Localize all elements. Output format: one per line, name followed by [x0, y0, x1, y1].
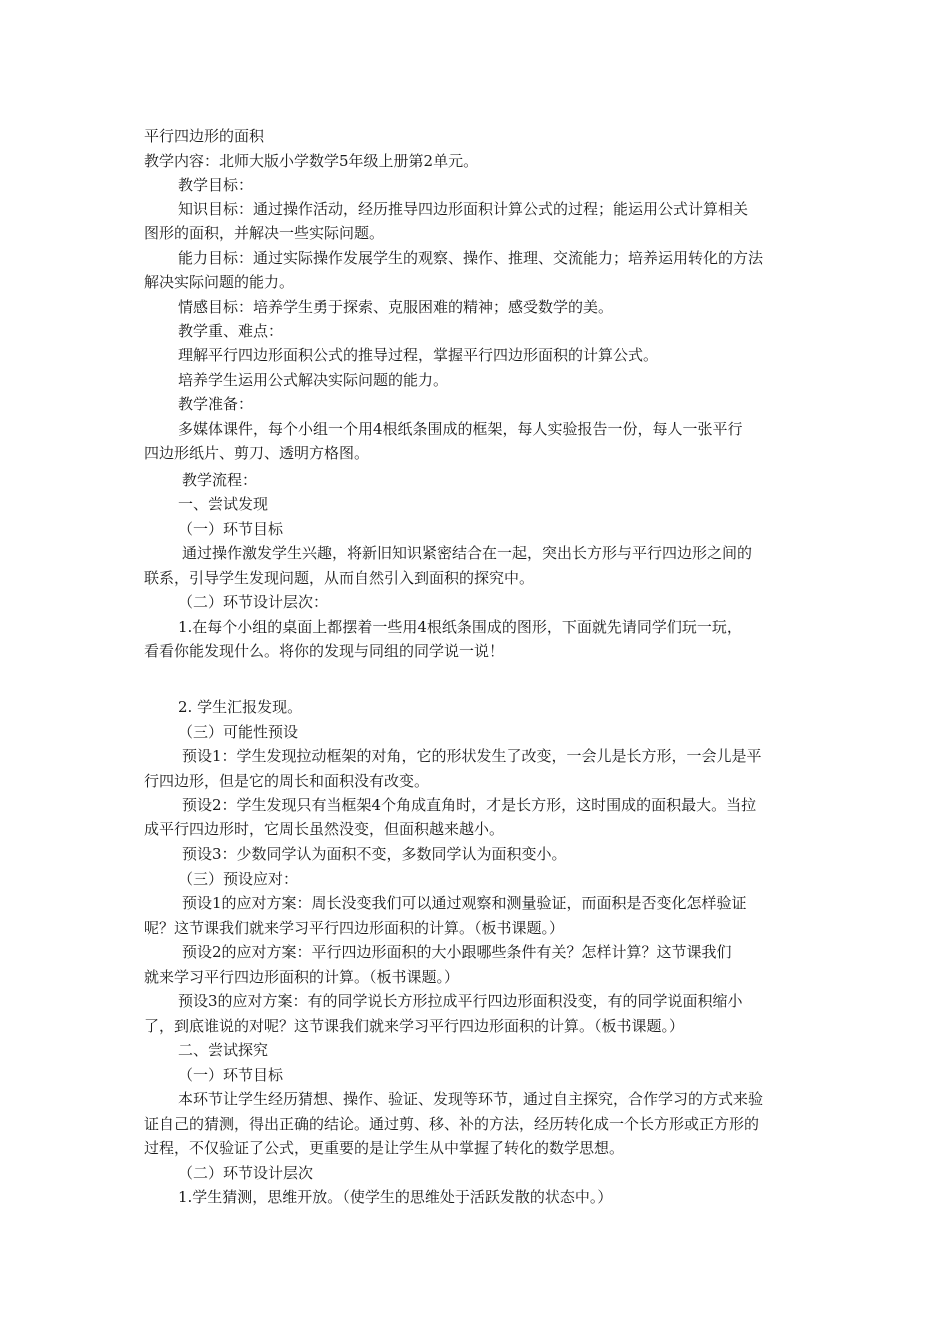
document-title: 平行四边形的面积 — [144, 127, 265, 145]
text-line: 培养学生运用公式解决实际问题的能力。 — [178, 371, 449, 389]
text-line: （一）环节目标 — [178, 520, 284, 538]
text-line: 情感目标：培养学生勇于探索、克服困难的精神；感受数学的美。 — [178, 298, 614, 316]
text-line: 一、尝试发现 — [178, 495, 269, 513]
text-line: 成平行四边形时，它周长虽然没变，但面积越来越小。 — [144, 820, 505, 838]
text-line: 图形的面积，并解决一些实际问题。 — [144, 224, 385, 242]
text-line: 知识目标：通过操作活动，经历推导四边形面积计算公式的过程；能运用公式计算相关 — [178, 200, 749, 218]
text-line: 教学流程： — [182, 471, 258, 489]
text-line: 多媒体课件，每个小组一个用4根纸条围成的框架，每人实验报告一份，每人一张平行 — [178, 420, 743, 438]
text-line: 预设1：学生发现拉动框架的对角，它的形状发生了改变，一会儿是长方形，一会儿是平 — [182, 747, 762, 765]
text-line: 本环节让学生经历猜想、操作、验证、发现等环节，通过自主探究，合作学习的方式来验 — [178, 1090, 764, 1108]
text-line: 教学内容：北师大版小学数学5年级上册第2单元。 — [144, 152, 479, 170]
text-line: 2. 学生汇报发现。 — [178, 698, 303, 716]
text-line: 联系，引导学生发现问题，从而自然引入到面积的探究中。 — [144, 569, 535, 587]
text-line: 预设3：少数同学认为面积不变，多数同学认为面积变小。 — [182, 845, 567, 863]
text-line: 了，到底谁说的对呢？这节课我们就来学习平行四边形面积的计算。（板书课题。） — [144, 1017, 685, 1035]
text-line: 预设1的应对方案：周长没变我们可以通过观察和测量验证，而面积是否变化怎样验证 — [182, 894, 747, 912]
text-line: （一）环节目标 — [178, 1066, 284, 1084]
text-line: 预设2：学生发现只有当框架4个角成直角时，才是长方形，这时围成的面积最大。当拉 — [182, 796, 757, 814]
text-line: 通过操作激发学生兴趣，将新旧知识紧密结合在一起，突出长方形与平行四边形之间的 — [182, 544, 753, 562]
text-line: 看看你能发现什么。将你的发现与同组的同学说一说！ — [144, 642, 505, 660]
text-line: （二）环节设计层次： — [178, 593, 329, 611]
text-line: （三）预设应对： — [178, 870, 299, 888]
text-line: 证自己的猜测，得出正确的结论。通过剪、移、补的方法，经历转化成一个长方形或正方形的 — [144, 1115, 760, 1133]
text-line: 教学重、难点： — [178, 322, 284, 340]
text-line: 教学目标： — [178, 176, 254, 194]
text-line: 能力目标：通过实际操作发展学生的观察、操作、推理、交流能力；培养运用转化的方法 — [178, 249, 764, 267]
text-line: 解决实际问题的能力。 — [144, 273, 295, 291]
text-line: 过程，不仅验证了公式，更重要的是让学生从中掌握了转化的数学思想。 — [144, 1139, 625, 1157]
text-line: 理解平行四边形面积公式的推导过程，掌握平行四边形面积的计算公式。 — [178, 346, 659, 364]
text-line: 行四边形，但是它的周长和面积没有改变。 — [144, 772, 430, 790]
text-line: 预设3的应对方案：有的同学说长方形拉成平行四边形面积没变，有的同学说面积缩小 — [178, 992, 743, 1010]
text-line: 1.学生猜测，思维开放。（使学生的思维处于活跃发散的状态中。） — [178, 1188, 613, 1206]
text-line: 二、尝试探究 — [178, 1041, 269, 1059]
text-line: （三）可能性预设 — [178, 723, 299, 741]
text-line: （二）环节设计层次 — [178, 1164, 314, 1182]
text-line: 四边形纸片、剪刀、透明方格图。 — [144, 444, 370, 462]
text-line: 预设2的应对方案：平行四边形面积的大小跟哪些条件有关？怎样计算？这节课我们 — [182, 943, 732, 961]
text-line: 1.在每个小组的桌面上都摆着一些用4根纸条围成的图形，下面就先请同学们玩一玩， — [178, 618, 742, 636]
text-line: 就来学习平行四边形面积的计算。（板书课题。） — [144, 968, 460, 986]
text-line: 呢？这节课我们就来学习平行四边形面积的计算。（板书课题。） — [144, 919, 565, 937]
text-line: 教学准备： — [178, 395, 254, 413]
